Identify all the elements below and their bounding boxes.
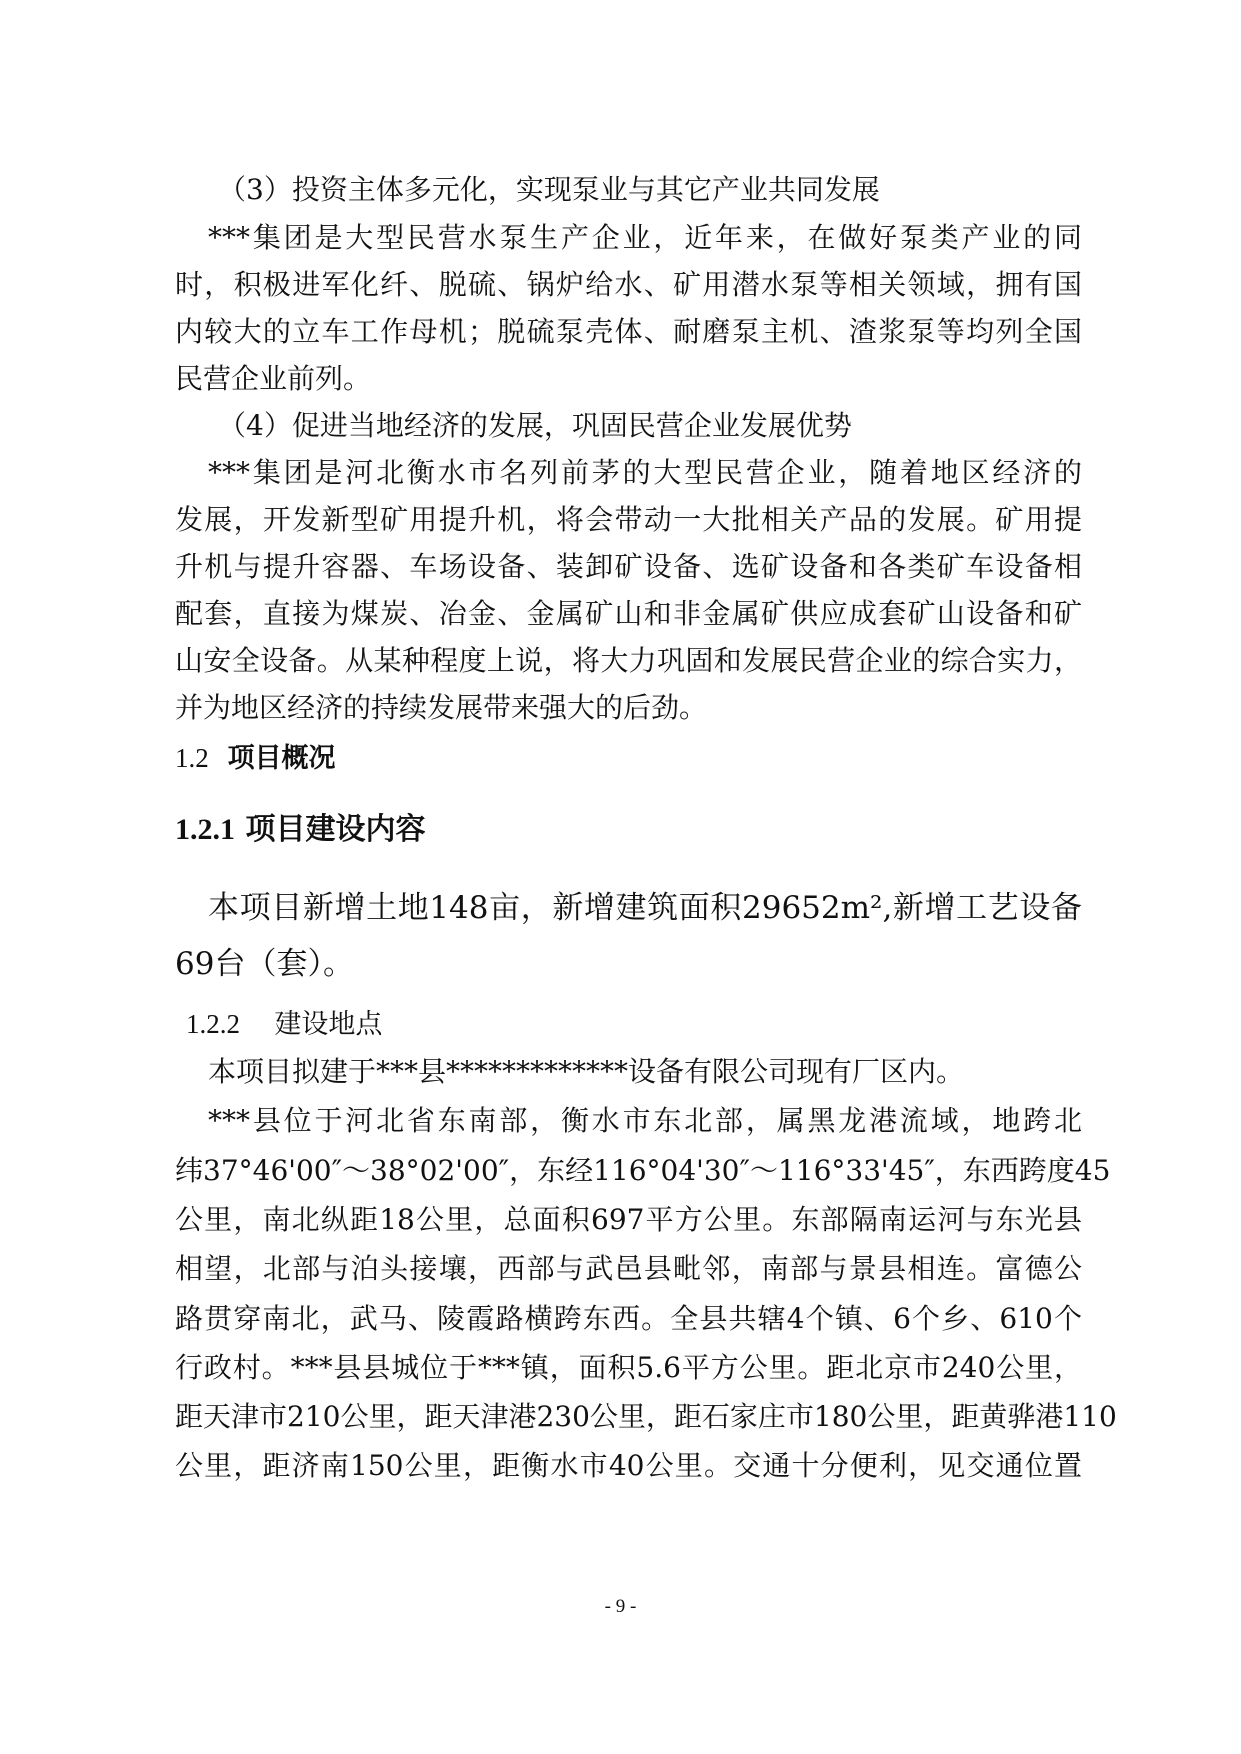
paragraph-line: 内较大的立车工作母机；脱硫泵壳体、耐磨泵主机、渣浆泵等均列全国 <box>175 315 1082 348</box>
location-line: 相望，北部与泊头接壤，西部与武邑县毗邻，南部与景县相连。富德公 <box>175 1252 1082 1285</box>
section-number: 1.2.1 <box>175 813 235 846</box>
location-line: 行政村。***县县城位于***镇，面积5.6平方公里。距北京市240公里， <box>175 1351 1082 1384</box>
paragraph-line: 时，积极进军化纤、脱硫、锅炉给水、矿用潜水泵等相关领域，拥有国 <box>175 268 1082 301</box>
section-number: 1.2 <box>175 743 209 773</box>
location-line: 公里，距济南150公里，距衡水市40公里。交通十分便利，见交通位置 <box>175 1449 1082 1482</box>
paragraph-line: 发展，开发新型矿用提升机，将会带动一大批相关产品的发展。矿用提 <box>175 503 1082 536</box>
location-line: 公里，南北纵距18公里，总面积697平方公里。东部隔南运河与东光县 <box>175 1203 1082 1236</box>
paragraph-line: 山安全设备。从某种程度上说，将大力巩固和发展民营企业的综合实力， <box>175 644 1082 677</box>
paragraph-line: ***集团是河北衡水市名列前茅的大型民营企业，随着地区经济的 <box>208 456 1082 489</box>
paragraph-line: ***集团是大型民营水泵生产企业，近年来，在做好泵类产业的同 <box>208 221 1082 254</box>
paragraph-line: 升机与提升容器、车场设备、装卸矿设备、选矿设备和各类矿车设备相 <box>175 550 1082 583</box>
location-line: 纬37°46'00″～38°02'00″，东经116°04'30″～116°33'45″，东西跨度45 <box>175 1154 1111 1187</box>
section-title: 建设地点 <box>274 1009 383 1040</box>
subheading-3: （3）投资主体多元化，实现泵业与其它产业共同发展 <box>218 173 880 206</box>
location-line: ***县位于河北省东南部，衡水市东北部，属黑龙港流域，地跨北 <box>208 1104 1082 1137</box>
paragraph-line: 配套，直接为煤炭、冶金、金属矿山和非金属矿供应成套矿山设备和矿 <box>175 597 1082 630</box>
paragraph-line: 并为地区经济的持续发展带来强大的后劲。 <box>175 691 708 724</box>
paragraph-line: 民营企业前列。 <box>175 362 372 395</box>
location-line: 距天津市210公里，距天津港230公里，距石家庄市180公里，距黄骅港110 <box>175 1400 1117 1433</box>
section-heading-1-2 <box>175 738 336 779</box>
section-title: 项目建设内容 <box>245 812 426 847</box>
section-title: 项目概况 <box>227 743 336 774</box>
location-line: 路贯穿南北，武马、陵霞路横跨东西。全县共辖4个镇、6个乡、610个 <box>175 1302 1082 1335</box>
section-number: 1.2.2 <box>186 1009 240 1039</box>
section-heading-1-2-2 <box>186 1004 382 1045</box>
page-number: - 9 - <box>604 1596 637 1617</box>
subheading-4: （4）促进当地经济的发展，巩固民营企业发展优势 <box>218 409 852 442</box>
location-line: 本项目拟建于***县*************设备有限公司现有厂区内。 <box>208 1055 965 1088</box>
content-paragraph-line: 本项目新增土地148亩，新增建筑面积29652m²,新增工艺设备 <box>208 890 1082 926</box>
section-heading-1-2-1 <box>175 810 425 850</box>
content-paragraph-line: 69台（套）。 <box>175 946 354 982</box>
